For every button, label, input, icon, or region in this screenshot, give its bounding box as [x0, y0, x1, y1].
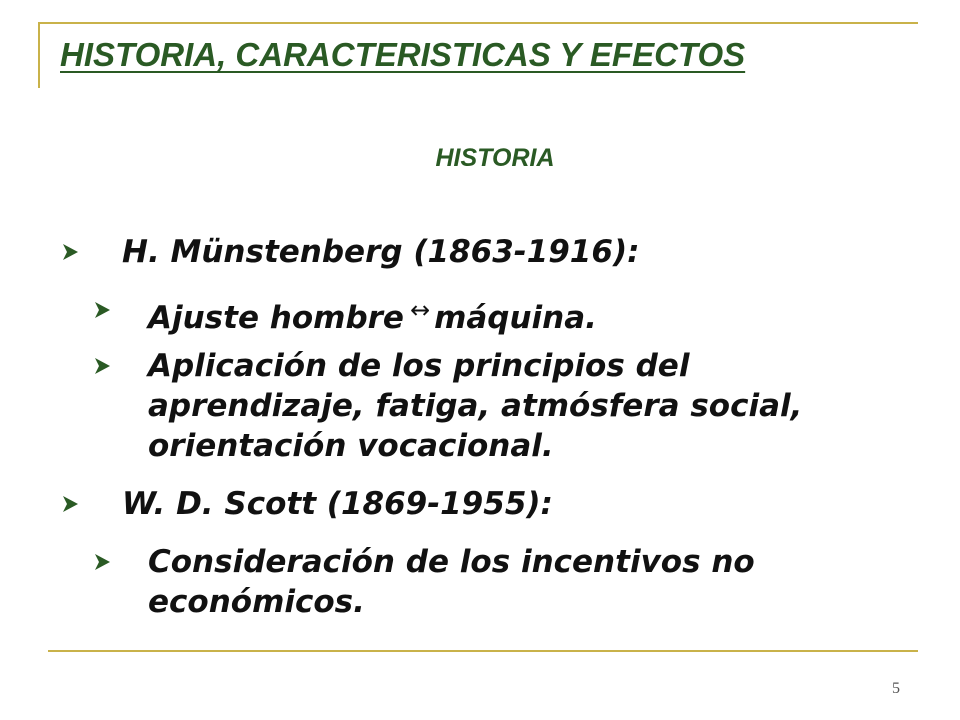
- arrowhead-bullet-icon: [60, 232, 84, 272]
- bottom-rule: [48, 650, 918, 652]
- bullet-scott: [60, 484, 553, 524]
- bullet-aplicacion: [92, 346, 912, 466]
- arrowhead-bullet-icon: [92, 542, 116, 582]
- bullet-text: [148, 290, 597, 338]
- left-rule: [38, 22, 40, 88]
- bullet-text-after: máquina.: [434, 300, 597, 336]
- page-number: 5: [892, 680, 900, 697]
- bullet-text-before: Ajuste hombre: [148, 300, 404, 336]
- left-right-arrow-icon: ↔: [409, 296, 431, 324]
- bullet-ajuste: [92, 290, 597, 338]
- slide-title: HISTORIA, CARACTERISTICAS Y EFECTOS: [60, 36, 746, 73]
- bullet-text: Consideración de los incentivos no económicos.: [148, 544, 755, 620]
- arrowhead-bullet-icon: [92, 290, 116, 330]
- bullet-munstenberg: [60, 232, 640, 272]
- arrowhead-bullet-icon: [60, 484, 84, 524]
- bullet-text: H. Münstenberg (1863-1916):: [122, 234, 640, 270]
- bullet-incentivos: [92, 542, 912, 622]
- bullet-text: Aplicación de los principios del aprendizaje, fatiga, atmósfera social, orientación vocacional.: [148, 348, 803, 464]
- section-subtitle: HISTORIA: [435, 144, 555, 172]
- top-rule: [38, 22, 918, 24]
- arrowhead-bullet-icon: [92, 346, 116, 386]
- bullet-text: W. D. Scott (1869-1955):: [122, 486, 553, 522]
